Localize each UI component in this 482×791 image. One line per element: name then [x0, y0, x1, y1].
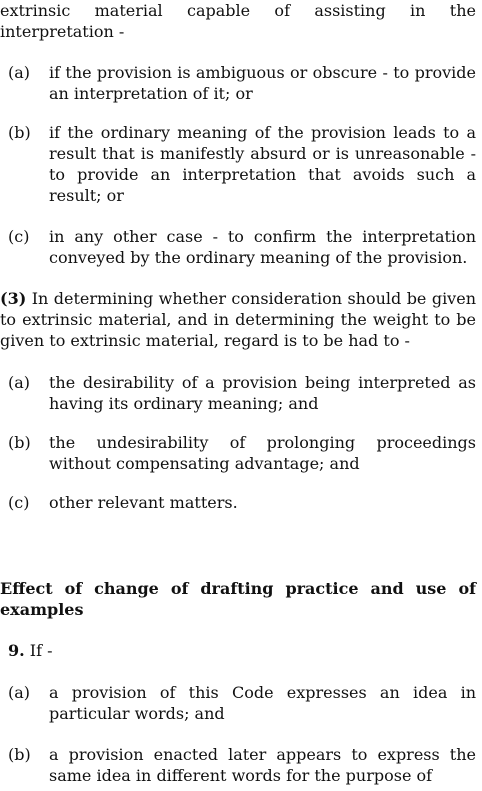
- section-heading: Effect of change of drafting practice and use of examples: [0, 579, 476, 619]
- subsection3-item-a: [0, 372, 476, 414]
- subsection2-item-a: [0, 62, 476, 104]
- item-text: a provision of this Code expresses an idea in particular words; and: [49, 683, 476, 723]
- section9-item-a: [0, 682, 476, 724]
- item-label: (c): [8, 227, 30, 246]
- section9-item-b: [0, 744, 476, 786]
- section9-number: 9.: [8, 641, 25, 660]
- item-text: in any other case - to confirm the interpretation conveyed by the ordinary meaning of the provision.: [49, 227, 476, 267]
- subsection3-text: In determining whether consideration should be given to extrinsic material, and in determining the weight to be given to extrinsic material, regard is to be had to -: [0, 289, 476, 350]
- item-label: (c): [8, 493, 30, 512]
- item-text: a provision enacted later appears to express the same idea in different words for the purpose of: [49, 745, 476, 785]
- item-text: if the provision is ambiguous or obscure - to provide an interpretation of it; or: [49, 63, 476, 103]
- subsection3-item-c: [0, 492, 476, 513]
- intro-paragraph: extrinsic material capable of assisting in the interpretation -: [0, 1, 476, 41]
- item-text: if the ordinary meaning of the provision leads to a result that is manifestly absurd or is unreasonable - to provide an interpretation that avoids such a result; or: [49, 123, 476, 205]
- section9-text: If -: [24, 641, 53, 660]
- item-label: (a): [8, 373, 31, 392]
- item-text: the desirability of a provision being interpreted as having its ordinary meaning; and: [49, 373, 476, 413]
- item-text: other relevant matters.: [49, 493, 238, 512]
- subsection3-number: (3): [0, 289, 27, 308]
- subsection2-item-b: [0, 122, 476, 206]
- item-label: (b): [8, 123, 31, 142]
- item-label: (b): [8, 433, 31, 452]
- item-text: the undesirability of prolonging proceedings without compensating advantage; and: [49, 433, 476, 473]
- item-label: (b): [8, 745, 31, 764]
- section9-paragraph: [8, 640, 476, 661]
- subsection2-item-c: [0, 226, 476, 268]
- item-label: (a): [8, 63, 31, 82]
- subsection3-item-b: [0, 432, 476, 474]
- subsection3-paragraph: [0, 288, 476, 351]
- item-label: (a): [8, 683, 31, 702]
